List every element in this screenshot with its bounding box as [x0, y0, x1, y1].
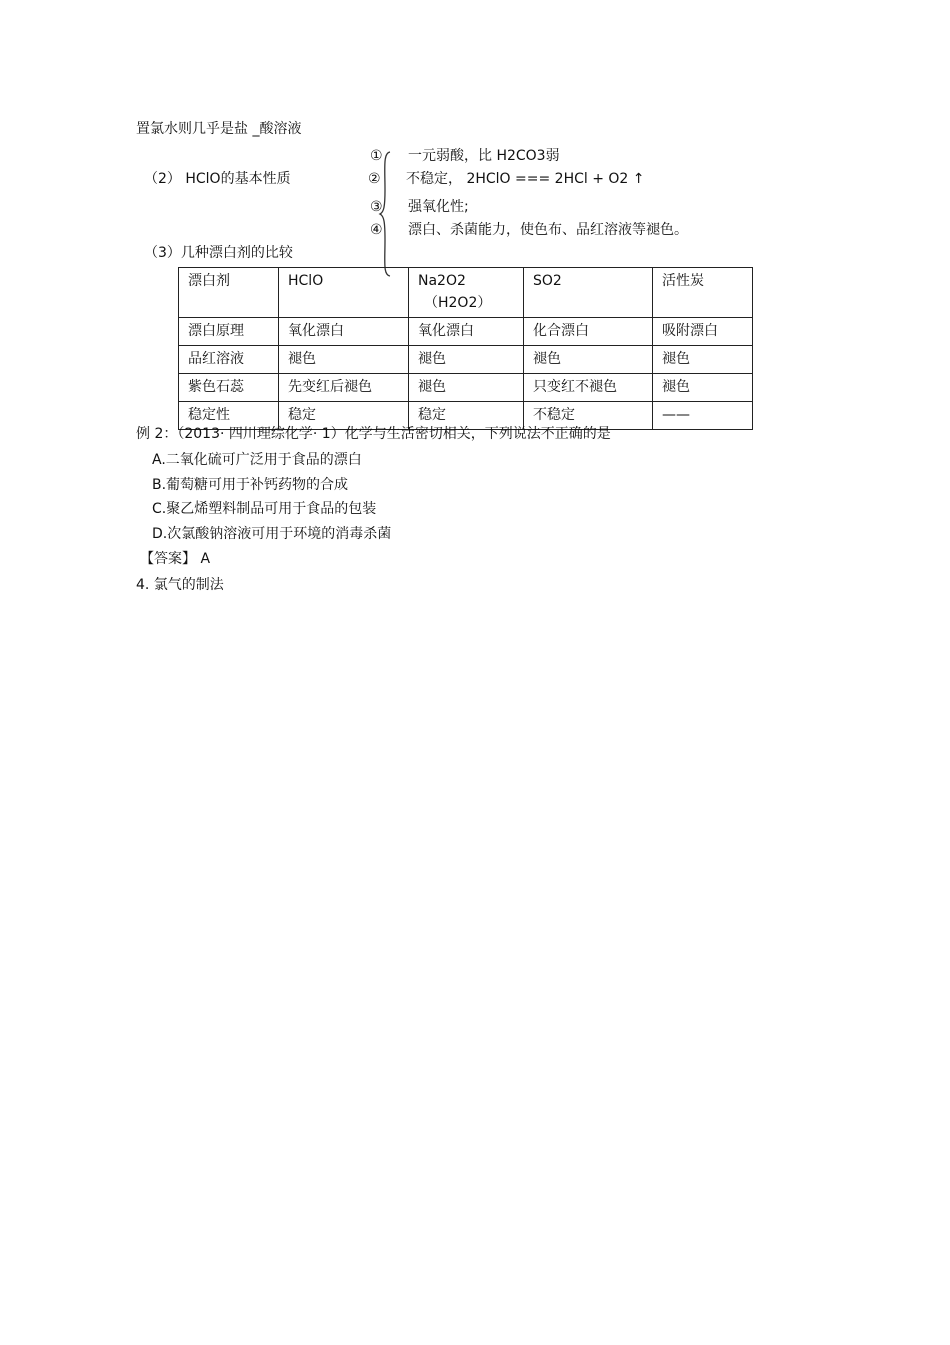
table-cell: 稳定: [279, 402, 409, 430]
chlorine-water-line: 置氯水则几乎是盐 _酸溶液: [136, 121, 302, 137]
table-cell: 化合漂白: [524, 318, 653, 346]
example-question: 例 2：（2013· 四川理综化学· 1）化学与生活密切相关，下列说法不正确的是: [136, 426, 611, 442]
table-cell: ——: [653, 402, 753, 430]
answer-line: 【答案】 A: [140, 551, 211, 567]
option-a: A.二氧化硫可广泛用于食品的漂白: [152, 452, 362, 468]
property-1-number: ①: [370, 148, 383, 164]
table-cell: 稳定性: [179, 402, 279, 430]
table-header-subtext: （H2O2）: [424, 295, 492, 311]
property-2-number: ②: [368, 171, 381, 187]
table-cell: 褪色: [409, 346, 524, 374]
table-header-cell: 漂白剂: [179, 268, 279, 318]
table-header-cell: SO2: [524, 268, 653, 318]
table-cell: 稳定: [409, 402, 524, 430]
table-cell: 褪色: [279, 346, 409, 374]
table-header-text: Na2O2: [418, 273, 466, 289]
table-header-row: [179, 268, 753, 318]
bleach-comparison-table: [178, 267, 753, 430]
table-cell: 褪色: [409, 374, 524, 402]
property-3-number: ③: [370, 199, 383, 215]
option-c: C.聚乙烯塑料制品可用于食品的包装: [152, 501, 377, 517]
table-header-cell: [409, 268, 524, 318]
property-2-text: 不稳定， 2HClO === 2HCl + O2 ↑: [406, 171, 645, 187]
table-cell: 氧化漂白: [279, 318, 409, 346]
section-3-heading: （3）几种漂白剂的比较: [144, 245, 293, 261]
table-row: [179, 374, 753, 402]
option-d: D.次氯酸钠溶液可用于环境的消毒杀菌: [152, 526, 392, 542]
table-cell: 褪色: [524, 346, 653, 374]
section-2-heading: （2） HClO的基本性质: [144, 171, 291, 187]
table-cell: 氧化漂白: [409, 318, 524, 346]
table-cell: 褪色: [653, 346, 753, 374]
table-cell: 漂白原理: [179, 318, 279, 346]
table-cell: 品红溶液: [179, 346, 279, 374]
property-1-text: 一元弱酸，比 H2CO3弱: [408, 148, 560, 164]
property-4-number: ④: [370, 222, 383, 238]
property-4-text: 漂白、杀菌能力，使色布、品红溶液等褪色。: [408, 222, 688, 238]
table-cell: 不稳定: [524, 402, 653, 430]
table-cell: 先变红后褪色: [279, 374, 409, 402]
table-cell: 只变红不褪色: [524, 374, 653, 402]
table-cell: 褪色: [653, 374, 753, 402]
option-b: B.葡萄糖可用于补钙药物的合成: [152, 477, 349, 493]
property-3-text: 强氧化性;: [408, 199, 469, 215]
table-header-cell: HClO: [279, 268, 409, 318]
table-cell: 吸附漂白: [653, 318, 753, 346]
curly-brace: [378, 150, 394, 278]
table-header-cell: 活性炭: [653, 268, 753, 318]
section-4-heading: 4. 氯气的制法: [136, 577, 224, 593]
table-row: [179, 318, 753, 346]
table-row: [179, 346, 753, 374]
table-cell: 紫色石蕊: [179, 374, 279, 402]
